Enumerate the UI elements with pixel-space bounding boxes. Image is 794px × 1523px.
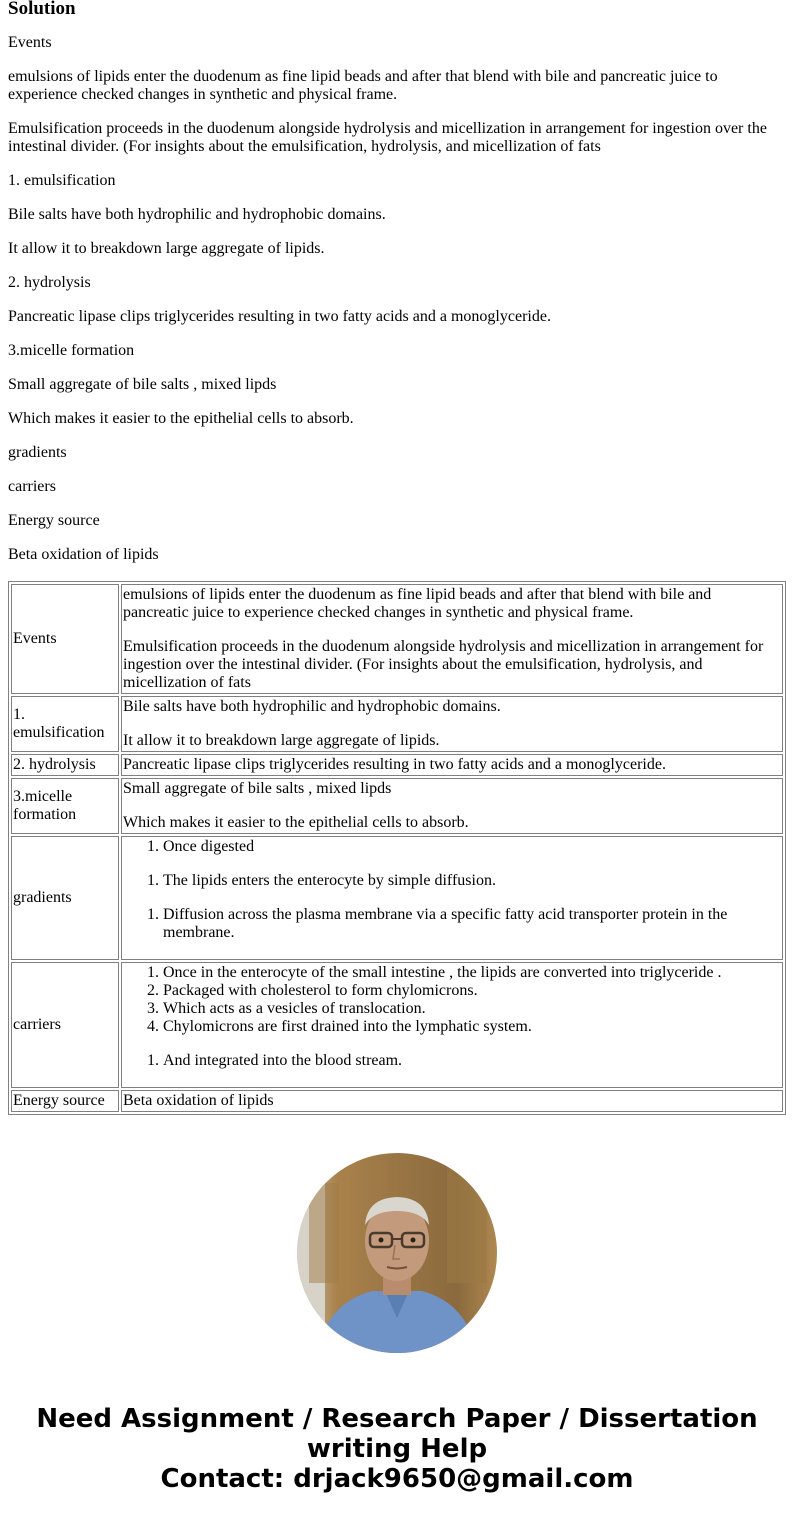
- emulsification-heading: 1. emulsification: [8, 172, 116, 189]
- hydrolysis-heading: 2. hydrolysis: [8, 274, 91, 291]
- energy-paragraph: Beta oxidation of lipids: [8, 546, 159, 563]
- row-label-events: Events: [11, 584, 119, 694]
- page-title: Solution: [8, 0, 76, 19]
- row-label-carriers: carriers: [11, 962, 119, 1088]
- table-row-gradients: [11, 836, 783, 960]
- row-label-micelle: 3.micelle formation: [11, 778, 119, 834]
- gradients-list-1: [123, 838, 781, 856]
- table-row-micelle: [11, 778, 783, 834]
- cta-line-1: Need Assignment / Research Paper / Dissertation: [36, 1404, 758, 1434]
- row-label-emulsification: 1. emulsification: [11, 696, 119, 752]
- carriers-list-2: [123, 1052, 781, 1070]
- table-micelle-paragraph-1: Small aggregate of bile salts , mixed lipds: [123, 780, 392, 797]
- cta-contact-email[interactable]: Contact: drjack9650@gmail.com: [160, 1464, 634, 1494]
- carriers-heading: carriers: [8, 478, 56, 495]
- row-label-gradients: gradients: [11, 836, 119, 960]
- list-item: 1. Once digested: [163, 838, 781, 856]
- contact-banner: [0, 1404, 794, 1494]
- energy-heading: Energy source: [8, 512, 100, 529]
- list-item: 1. The lipids enters the enterocyte by simple diffusion.: [163, 872, 781, 890]
- author-avatar: [297, 1153, 497, 1353]
- row-content-energy: Beta oxidation of lipids: [121, 1090, 783, 1112]
- events-heading: Events: [8, 34, 52, 51]
- events-paragraph-2: Emulsification proceeds in the duodenum alongside hydrolysis and micellization in arrangement for ingestion over the intestinal divider. (For insights about the emulsification, hydrolysis, and micellization of fats: [8, 120, 767, 155]
- list-item: 1. Diffusion across the plasma membrane via a specific fatty acid transporter protein in the membrane.: [163, 906, 781, 942]
- row-content-events: [121, 584, 783, 694]
- gradients-list-2: [123, 872, 781, 890]
- gradients-list-3: [123, 906, 781, 942]
- micelle-paragraph-1: Small aggregate of bile salts , mixed lipds: [8, 376, 277, 393]
- micelle-heading: 3.micelle formation: [8, 342, 135, 359]
- author-photo-illustration: [297, 1153, 497, 1353]
- carriers-list-1: [123, 964, 781, 1036]
- table-row-events: [11, 584, 783, 694]
- table-emulsification-paragraph-1: Bile salts have both hydrophilic and hydrophobic domains.: [123, 698, 501, 715]
- row-content-gradients: [121, 836, 783, 960]
- row-label-hydrolysis: 2. hydrolysis: [11, 754, 119, 776]
- table-micelle-paragraph-2: Which makes it easier to the epithelial cells to absorb.: [123, 814, 469, 831]
- list-item: 1. And integrated into the blood stream.: [163, 1052, 781, 1070]
- cta-line-2: writing Help: [306, 1434, 488, 1464]
- row-content-emulsification: [121, 696, 783, 752]
- row-content-carriers: [121, 962, 783, 1088]
- list-item: 2. Packaged with cholesterol to form chylomicrons.: [163, 982, 781, 1000]
- table-row-emulsification: [11, 696, 783, 752]
- list-item: 3. Which acts as a vesicles of translocation.: [163, 1000, 781, 1018]
- solution-table: [8, 581, 786, 1115]
- row-content-hydrolysis: Pancreatic lipase clips triglycerides resulting in two fatty acids and a monoglyceride.: [121, 754, 783, 776]
- table-events-paragraph-1: emulsions of lipids enter the duodenum as fine lipid beads and after that blend with bile and pancreatic juice to experience checked changes in synthetic and physical frame.: [123, 586, 712, 621]
- table-events-paragraph-2: Emulsification proceeds in the duodenum alongside hydrolysis and micellization in arrangement for ingestion over the intestinal divider. (For insights about the emulsification, hydrolysis, and micellization of fats: [123, 638, 764, 691]
- row-label-energy: Energy source: [11, 1090, 119, 1112]
- list-item: 4. Chylomicrons are first drained into the lymphatic system.: [163, 1018, 781, 1036]
- micelle-paragraph-2: Which makes it easier to the epithelial cells to absorb.: [8, 410, 354, 427]
- hydrolysis-paragraph: Pancreatic lipase clips triglycerides resulting in two fatty acids and a monoglyceride.: [8, 308, 551, 325]
- row-content-micelle: [121, 778, 783, 834]
- table-row-carriers: [11, 962, 783, 1088]
- emulsification-paragraph-1: Bile salts have both hydrophilic and hydrophobic domains.: [8, 206, 386, 223]
- events-paragraph-1: emulsions of lipids enter the duodenum as fine lipid beads and after that blend with bile and pancreatic juice to experience checked changes in synthetic and physical frame.: [8, 68, 718, 103]
- table-row-energy: [11, 1090, 783, 1112]
- list-item: 1. Once in the enterocyte of the small intestine , the lipids are converted into triglyceride .: [163, 964, 781, 982]
- table-emulsification-paragraph-2: It allow it to breakdown large aggregate of lipids.: [123, 732, 440, 749]
- gradients-heading: gradients: [8, 444, 67, 461]
- emulsification-paragraph-2: It allow it to breakdown large aggregate of lipids.: [8, 240, 325, 257]
- table-row-hydrolysis: [11, 754, 783, 776]
